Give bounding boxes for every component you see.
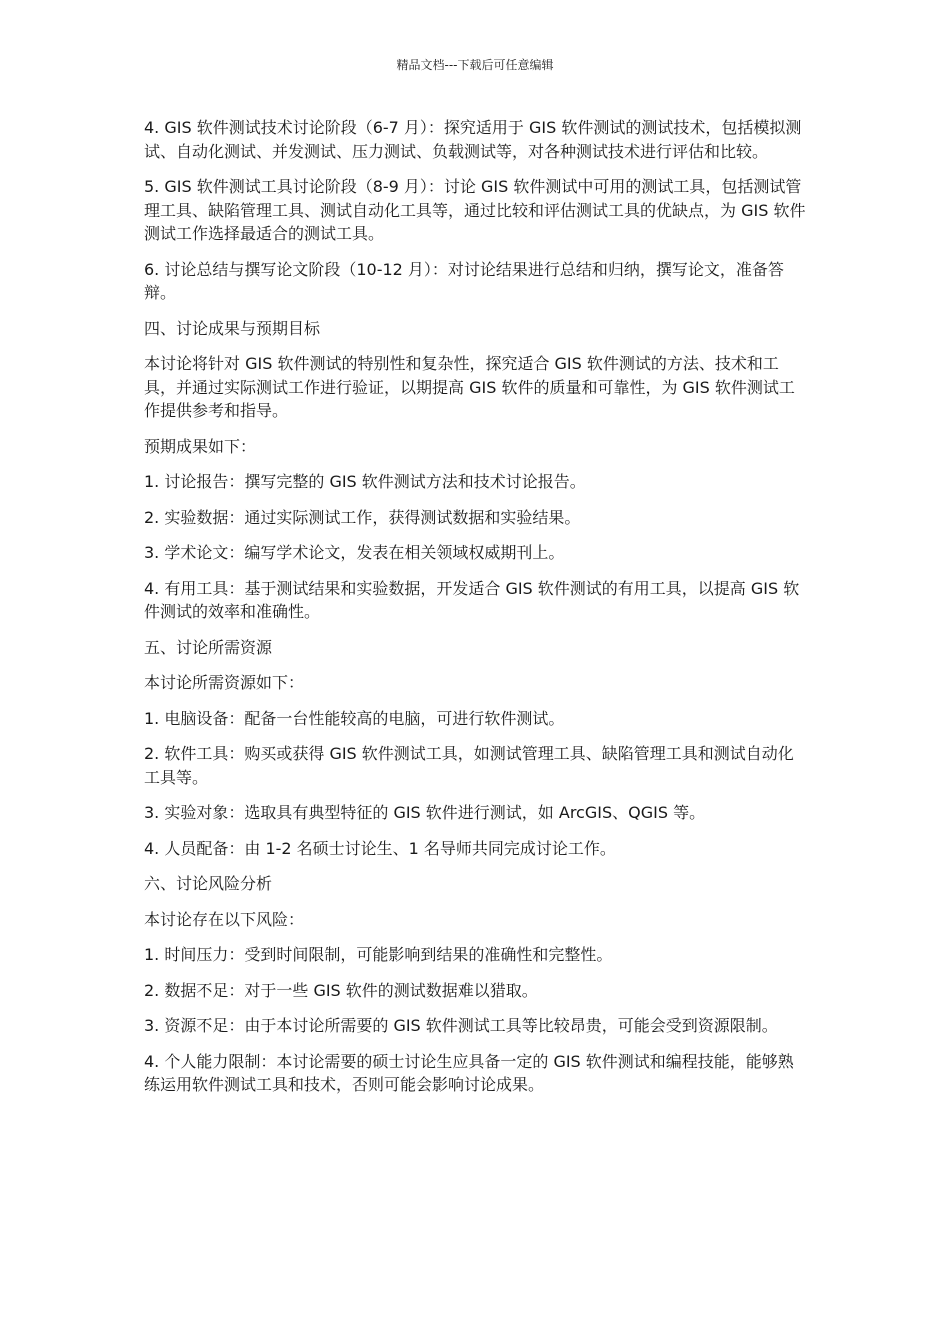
paragraph-risks-lead: 本讨论存在以下风险： — [144, 909, 305, 929]
list-item-report: 1. 讨论报告：撰写完整的 GIS 软件测试方法和技术讨论报告。 — [144, 472, 586, 491]
paragraph-stage-6-summary: 6. 讨论总结与撰写论文阶段（10-12 月）：对讨论结果进行总结和归纳，撰写论文，准备答辩。 — [144, 259, 784, 302]
list-item-useful-tool: 4. 有用工具：基于测试结果和实验数据，开发适合 GIS 软件测试的有用工具，以提高 GIS 软件测试的效率和准确性。 — [144, 578, 800, 621]
paragraph-stage-4-techniques: 4. GIS 软件测试技术讨论阶段（6-7 月）：探究适用于 GIS 软件测试的测试技术，包括模拟测试、自动化测试、并发测试、压力测试、负载测试等，对各种测试技术进行评估和比较。 — [144, 118, 802, 161]
list-item-ability-limit: 4. 个人能力限制：本讨论需要的硕士讨论生应具备一定的 GIS 软件测试和编程技能，能够熟练运用软件测试工具和技术，否则可能会影响讨论成果。 — [144, 1051, 794, 1094]
list-item-experiment-data: 2. 实验数据：通过实际测试工作，获得测试数据和实验结果。 — [144, 507, 581, 527]
document-body — [144, 116, 808, 1109]
list-item-resource-shortage: 3. 资源不足：由于本讨论所需要的 GIS 软件测试工具等比较昂贵，可能会受到资源限制。 — [144, 1016, 778, 1035]
page-header: 精品文档---下载后可任意编辑 — [396, 58, 554, 72]
paragraph-outcomes-intro: 本讨论将针对 GIS 软件测试的特别性和复杂性，探究适合 GIS 软件测试的方法、技术和工具，并通过实际测试工作进行验证，以期提高 GIS 软件的质量和可靠性，为 GIS 软件测试工作提供参考和指导。 — [144, 354, 795, 420]
paragraph-expected-results-lead: 预期成果如下： — [144, 436, 257, 456]
list-item-paper: 3. 学术论文：编写学术论文，发表在相关领域权威期刊上。 — [144, 543, 565, 562]
paragraph-resources-lead: 本讨论所需资源如下： — [144, 673, 305, 692]
list-item-time-pressure: 1. 时间压力：受到时间限制，可能影响到结果的准确性和完整性。 — [144, 945, 613, 964]
section-heading-risks: 六、讨论风险分析 — [144, 874, 273, 893]
list-item-staffing: 4. 人员配备：由 1-2 名硕士讨论生、1 名导师共同完成讨论工作。 — [144, 838, 616, 858]
list-item-software-tools: 2. 软件工具：购买或获得 GIS 软件测试工具，如测试管理工具、缺陷管理工具和测试自动化工具等。 — [144, 744, 794, 787]
section-heading-resources: 五、讨论所需资源 — [144, 637, 273, 657]
list-item-test-objects: 3. 实验对象：选取具有典型特征的 GIS 软件进行测试，如 ArcGIS、QGIS 等。 — [144, 803, 706, 822]
section-heading-outcomes: 四、讨论成果与预期目标 — [144, 318, 321, 338]
paragraph-stage-5-tools: 5. GIS 软件测试工具讨论阶段（8-9 月）：讨论 GIS 软件测试中可用的测试工具，包括测试管理工具、缺陷管理工具、测试自动化工具等，通过比较和评估测试工具的优缺点，为 GIS 软件测试工作选择最适合的测试工具。 — [144, 177, 806, 243]
list-item-computer: 1. 电脑设备：配备一台性能较高的电脑，可进行软件测试。 — [144, 708, 565, 728]
list-item-data-shortage: 2. 数据不足：对于一些 GIS 软件的测试数据难以猎取。 — [144, 980, 538, 1000]
